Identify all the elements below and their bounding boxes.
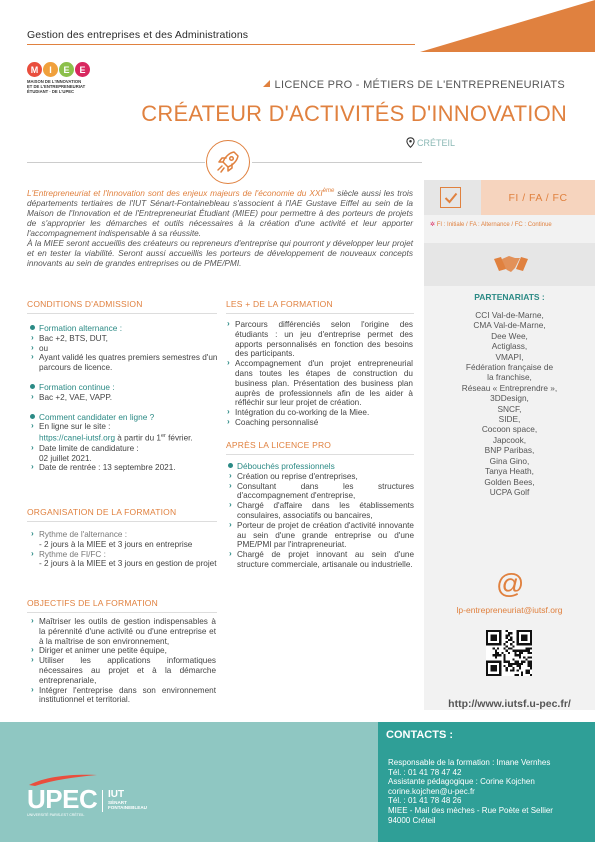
program-line — [263, 79, 565, 91]
alt-item-1: › Bac +2, BTS, DUT, — [30, 334, 220, 344]
partner-item: Dee Wee, — [491, 330, 528, 341]
qr-code[interactable] — [486, 630, 532, 676]
contact-line-3: Assistante pédagogique : Corine Kojchen — [388, 777, 535, 787]
fi-legend — [430, 221, 590, 228]
intro-p1: siècle aussi les trois départements tertiaires de l'IUT Sénart-Fontainebleau s'associent à l'IAE Gustave Eiffel au sein de la Maison de l'Innovation et de l'Entrepreneuriat Étudiant (MIEE) pour permettre à des porteurs de projets de s'approprier les démarches et outils nécessaires à la création d'une activité et leur apporter l'accompagnement indispensable à sa réussite. — [27, 187, 413, 238]
after-item-2: › Consultant dans les structures d'accompagnement d'entreprise, — [228, 482, 414, 502]
admission-title: CONDITIONS D'ADMISSION — [27, 299, 143, 309]
partners-list — [424, 310, 595, 497]
objectives-rule — [27, 612, 217, 613]
organisation-title: ORGANISATION DE LA FORMATION — [27, 507, 177, 517]
contact-email-link[interactable]: lp-entrepreneuriat@iutsf.org — [456, 605, 563, 615]
contact-line-4[interactable]: corine.kojchen@u-pec.fr — [388, 786, 475, 796]
partner-item: SNCF, — [497, 403, 522, 414]
alt-item-2: › Ayant validé les quatres premiers semestres d'un parcours de licence. — [30, 353, 220, 373]
asterisk-icon: ✲ — [430, 222, 437, 228]
plus-item-4: › Coaching personnalisé — [226, 418, 413, 428]
at-icon: @ — [496, 568, 525, 599]
org-fi — [30, 550, 222, 570]
start-item: › Date de rentrée : 13 septembre 2021. — [30, 463, 220, 473]
contact-line-2: Tél. : 01 41 78 47 42 — [388, 767, 462, 777]
partner-item: CCI Val-de-Marne, — [475, 310, 544, 320]
alt-item-or-text: ou — [39, 343, 49, 353]
divider-left — [27, 162, 205, 163]
deadline-value: 02 juillet 2021. — [39, 453, 92, 463]
website-link[interactable]: http://www.iutsf.u-pec.fr/ — [448, 698, 571, 710]
logo-letter-e1: E — [59, 62, 74, 77]
contact-line-6: MIEE - Mail des mèches - Rue Poète et Sellier — [388, 805, 553, 815]
after-item-1: › Création ou reprise d'entreprises, — [228, 472, 414, 482]
partner-item: Japcook, — [492, 434, 527, 445]
divider-right — [252, 162, 422, 163]
intro-lead-sup: ème — [322, 188, 335, 194]
page-title: CRÉATEUR D'ACTIVITÉS D'INNOVATION — [141, 101, 567, 126]
admission-rule — [27, 313, 217, 314]
upec-word: UPEC — [27, 784, 98, 814]
miee-logo — [27, 62, 107, 94]
objective-item-3: › Utiliser les applications informatiques nécessaires au projet et à la démarche entreprenariale, — [30, 656, 216, 685]
contact-line-7: 94000 Créteil — [388, 815, 436, 825]
location-pin-icon — [406, 137, 415, 148]
partner-item: Gina Gino, — [489, 455, 530, 466]
iut-logo — [108, 790, 147, 810]
contacts-text — [388, 758, 588, 825]
apply-link[interactable]: https://canel-iutsf.org — [39, 433, 115, 443]
intro-paragraph-1 — [27, 186, 413, 238]
rocket-badge — [206, 140, 250, 184]
partner-item: la franchise, — [487, 372, 532, 383]
triangle-icon — [263, 80, 270, 87]
after-item-5: › Chargé de projet innovant au sein d'une structure commerciale, artisanale ou industrielle. — [228, 550, 414, 570]
partner-item: Cocoon space, — [481, 424, 538, 435]
corner-triangle — [420, 0, 595, 52]
apply-after: à partir du 1 — [115, 433, 161, 443]
plus-rule — [226, 313, 414, 314]
logo-caption-1: MAISON DE L'INNOVATION — [27, 79, 82, 84]
logo-separator — [102, 790, 103, 812]
partner-item: Réseau « Entreprendre », — [461, 382, 558, 393]
intro-lead: L'Entrepreneuriat et l'Innovation sont des enjeux majeurs de l'économie du XXI — [27, 187, 323, 198]
after-title: APRÈS LA LICENCE PRO — [226, 440, 332, 450]
iut-sub-1: SÉNART — [108, 800, 127, 805]
partner-item: BNP Paribas, — [484, 445, 535, 456]
cont-item-1: › Bac +2, VAE, VAPP. — [30, 393, 220, 403]
after-item-3: › Chargé d'affaire dans les établissements consulaires, associatifs ou bancaires, — [228, 501, 414, 521]
iut-sub-2: FONTAINEBLEAU — [108, 805, 147, 811]
rocket-icon — [214, 148, 242, 176]
partner-item: Fédération française de — [465, 362, 554, 373]
objective-item-1: › Maîtriser les outils de gestion indispensables à la pérennité d'une activité ou d'une entreprise et à la maîtrise de son environnement, — [30, 617, 216, 646]
objective-item-4: › Intégrer l'entreprise dans son environnement institutionnel et territorial. — [30, 686, 216, 706]
plus-title: LES + DE LA FORMATION — [226, 299, 333, 309]
organisation-section — [30, 530, 222, 569]
program-line-text: LICENCE PRO - MÉTIERS DE L'ENTREPRENEURIATS — [274, 79, 565, 91]
objective-item-2: › Diriger et animer une petite équipe, — [30, 646, 216, 656]
contact-line-5: Tél. : 01 41 78 48 26 — [388, 796, 462, 806]
org-alt-value: - 2 jours à la MIEE et 3 jours en entreprise — [39, 539, 193, 549]
upec-logo — [27, 772, 99, 817]
partner-item: UCPA Golf — [489, 486, 530, 497]
intro-text — [27, 186, 413, 268]
org-alt — [30, 530, 222, 550]
plus-section — [226, 320, 413, 428]
contacts-title: CONTACTS : — [386, 729, 454, 741]
location-text: CRÉTEIL — [417, 138, 456, 148]
logo-letter-i: I — [43, 62, 58, 77]
partner-item: SIDE, — [498, 414, 521, 425]
plus-item-2: › Accompagnement d'un projet entrepreneurial dans toutes les étapes de construction du business plan. Présentation des business plan auprès de professionnels afin de les aider à réfléchir sur leur projet de création. — [226, 359, 413, 408]
partner-item: CMA Val-de-Marne, — [473, 320, 546, 331]
logo-letter-m: M — [27, 62, 42, 77]
apply-line: En ligne sur le site : — [39, 422, 111, 432]
objectives-section — [30, 617, 216, 705]
org-fi-value: - 2 jours à la MIEE et 3 jours en gestion de projet — [39, 559, 217, 569]
partner-item: 3DDesign, — [490, 393, 529, 404]
partner-item: Golden Bees, — [484, 476, 535, 487]
continue-heading: Formation continue : — [30, 383, 220, 393]
fi-tag: FI / FA / FC — [481, 180, 595, 215]
logo-caption-3: ÉTUDIANT · DE L'UPEC — [27, 89, 75, 94]
plus-item-3: › Intégration du co-working de la Miee. — [226, 408, 413, 418]
alt-item-or — [30, 344, 220, 354]
intro-paragraph-2: À la MIEE seront accueillis des créateurs ou repreneurs d'entreprise qui pourront y développer leur projet et en tester la viabilité. Seront aussi accueillis les porteurs de développement de nouveaux concepts innovants au sein de grandes entreprises ou de PME/PMI. — [27, 237, 413, 268]
objectives-title: OBJECTIFS DE LA FORMATION — [27, 598, 158, 608]
apply-heading: Comment candidater en ligne ? — [30, 413, 220, 423]
deadline-item — [30, 444, 220, 464]
header-label: Gestion des entreprises et des Administrations — [27, 29, 249, 41]
org-alt-label: Rythme de l'alternance : — [39, 530, 128, 539]
logo-caption-2: ET DE L'ENTREPRENEURIAT — [27, 84, 86, 89]
fi-legend-text: FI : Initiale / FA : Alternance / FC : Continue — [436, 222, 552, 228]
logo-letter-e2: E — [75, 62, 90, 77]
after-section — [228, 462, 414, 570]
partners-title: PARTENARIATS : — [474, 292, 545, 302]
partner-item: Actiglass, — [491, 341, 528, 352]
location — [406, 137, 455, 148]
after-item-4: › Porteur de projet de création d'activité innovante au sein d'une grande entreprise ou d'une PME/PMI par l'intrapreneuriat. — [228, 521, 414, 550]
contact-line-1: Responsable de la formation : Imane Vernhes — [388, 758, 551, 767]
upec-sub: UNIVERSITÉ PARIS-EST CRÉTEIL — [27, 813, 85, 817]
deadline-label: Date limite de candidature : — [39, 443, 139, 453]
after-rule — [226, 454, 414, 455]
outlets-heading: Débouchés professionnels — [228, 462, 414, 472]
alternance-heading: Formation alternance : — [30, 324, 220, 334]
admission-section — [30, 324, 220, 473]
apply-end: février. — [165, 433, 193, 443]
partner-item: VMAPI, — [495, 351, 524, 362]
org-fi-label: Rythme de FI/FC : — [39, 549, 106, 559]
header-rule — [27, 44, 415, 45]
partner-item: Tanya Heath, — [485, 466, 534, 477]
organisation-rule — [27, 521, 217, 522]
handshake-icon — [494, 251, 528, 277]
apply-item — [30, 422, 220, 443]
checkbox-icon — [440, 187, 461, 208]
plus-item-1: › Parcours différenciés selon l'origine des étudiants : un jeu d'entreprise permet des apports personnalisés en fonction des besoins des participants. — [226, 320, 413, 359]
iut-word: IUT — [108, 789, 125, 800]
apply-sup: er — [160, 433, 166, 440]
